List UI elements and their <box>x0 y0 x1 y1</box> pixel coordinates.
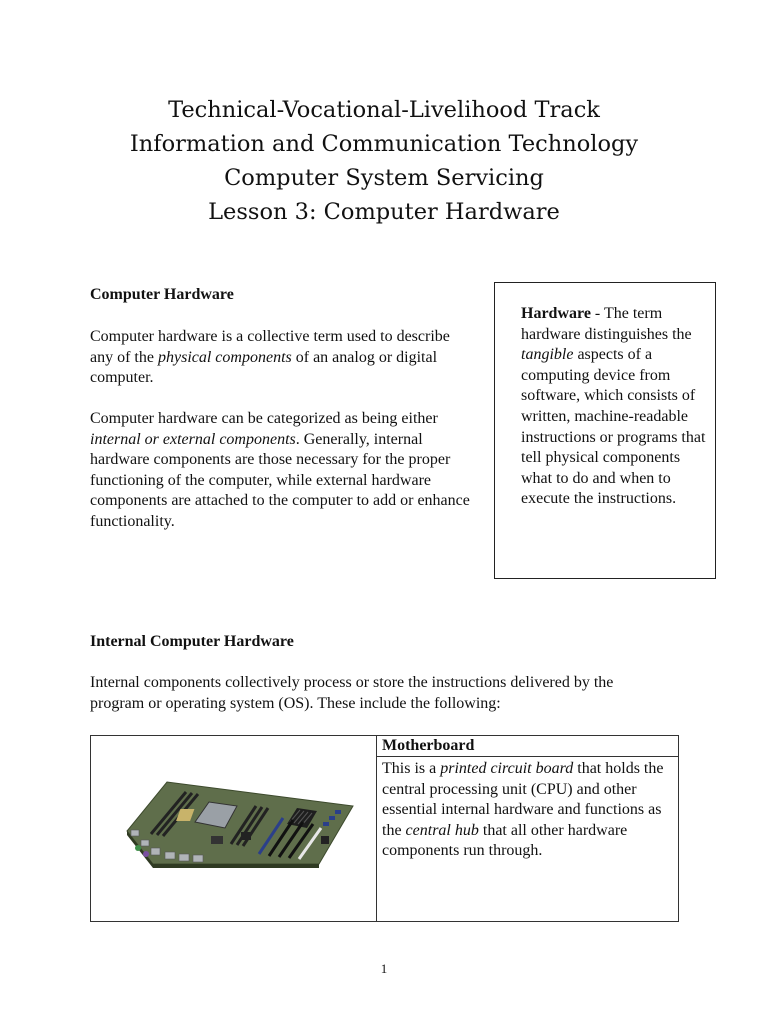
paragraph-categories <box>90 409 474 533</box>
motherboard-image-cell <box>91 736 377 922</box>
motherboard-image <box>91 736 376 921</box>
title-line-4: Lesson 3: Computer Hardware <box>208 199 560 225</box>
emphasis: printed circuit board <box>440 760 574 777</box>
text: that holds the central processing unit (CPU) and other essential internal hardware and functions as the <box>382 760 664 839</box>
text: This is a <box>382 760 441 777</box>
emphasis: internal or external components <box>90 430 296 448</box>
text: Computer hardware is a collective term used to describe any of the <box>90 328 450 366</box>
text: - The term hardware distinguishes the <box>521 305 692 343</box>
section-heading-internal-hardware: Internal Computer Hardware <box>90 633 294 650</box>
title-line-1: Technical-Vocational-Livelihood Track <box>168 97 600 123</box>
text: Computer hardware can be categorized as being either <box>90 410 438 427</box>
emphasis: central hub <box>405 821 479 839</box>
paragraph-internal-intro: Internal components collectively process or store the instructions delivered by the program or operating system (OS). These include the following: <box>90 674 614 712</box>
title-line-3: Computer System Servicing <box>224 165 544 191</box>
definition-box-text <box>521 304 711 510</box>
text: . Generally, internal hardware components are those necessary for the proper functioning of the computer, while external hardware components are attached to the computer to add or enhance functionality. <box>90 430 470 530</box>
table-header-motherboard: Motherboard <box>377 736 679 757</box>
page-number: 1 <box>380 961 388 976</box>
text: of an analog or digital computer. <box>90 348 438 387</box>
definition-box <box>494 282 716 579</box>
paragraph-definition <box>90 327 472 389</box>
text: that all other hardware components run through. <box>382 821 628 860</box>
hardware-table <box>90 735 679 922</box>
emphasis: physical components <box>157 348 292 366</box>
emphasis: tangible <box>521 346 574 364</box>
title-line-2: Information and Communication Technology <box>129 131 639 157</box>
section-heading-computer-hardware: Computer Hardware <box>90 286 234 303</box>
document-title <box>0 93 768 229</box>
definition-term: Hardware <box>521 305 591 322</box>
text: aspects of a computing device from software, which consists of written, machine-readable instructions or programs that tell physical components what to do and when to execute the instructions. <box>521 346 706 508</box>
motherboard-description <box>377 757 679 922</box>
